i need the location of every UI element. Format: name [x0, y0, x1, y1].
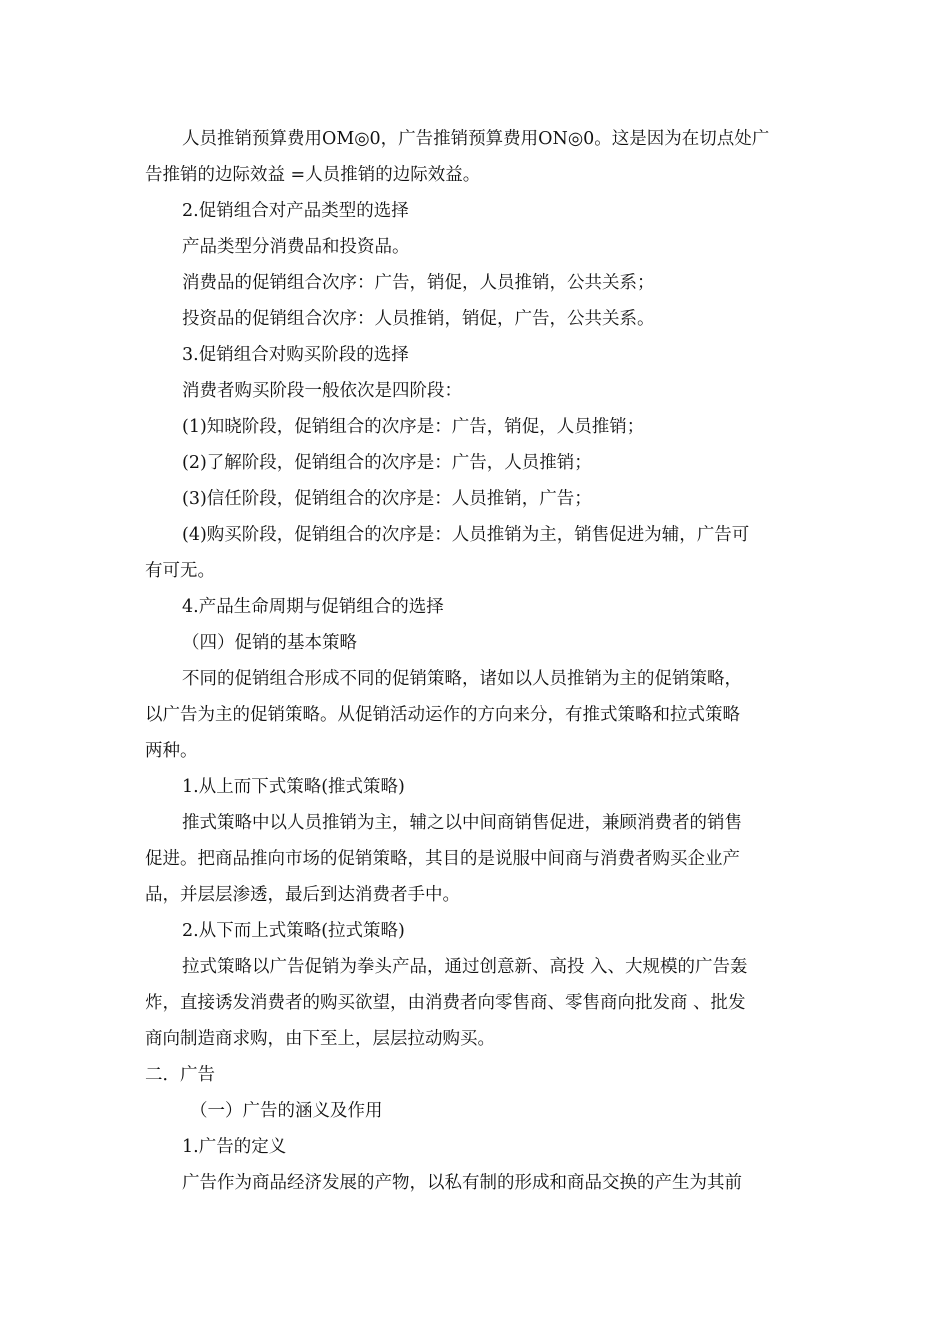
section-heading: 2.促销组合对产品类型的选择 — [182, 201, 409, 221]
paragraph-line: 炸，直接诱发消费者的购买欲望，由消费者向零售商、零售商向批发商 、批发 — [145, 993, 746, 1013]
section-heading: 1.从上而下式策略(推式策略) — [182, 777, 405, 797]
paragraph-line: 消费者购买阶段一般依次是四阶段： — [182, 381, 462, 401]
list-item: (1)知晓阶段，促销组合的次序是：广告，销促，人员推销； — [182, 417, 645, 437]
paragraph-line: 推式策略中以人员推销为主，辅之以中间商销售促进，兼顾消费者的销售 — [182, 813, 742, 833]
paragraph-line: 消费品的促销组合次序：广告，销促，人员推销，公共关系； — [182, 273, 655, 293]
section-heading: 3.促销组合对购买阶段的选择 — [182, 345, 409, 365]
list-item: (2)了解阶段，促销组合的次序是：广告，人员推销； — [182, 453, 592, 473]
paragraph-line: 告推销的边际效益 =人员推销的边际效益。 — [145, 165, 481, 185]
paragraph-line: 两种。 — [145, 741, 198, 761]
paragraph-line: 拉式策略以广告促销为拳头产品，通过创意新、高投 入、大规模的广告轰 — [182, 957, 748, 977]
paragraph-line: 有可无。 — [145, 561, 215, 581]
paragraph-line: 品，并层层渗透，最后到达消费者手中。 — [145, 885, 460, 905]
section-heading: （一）广告的涵义及作用 — [190, 1101, 383, 1121]
paragraph-line: 促进。把商品推向市场的促销策略，其目的是说服中间商与消费者购买企业产 — [145, 849, 740, 869]
paragraph-line: 投资品的促销组合次序：人员推销，销促，广告，公共关系。 — [182, 309, 655, 329]
section-heading: 4.产品生命周期与促销组合的选择 — [182, 597, 444, 617]
paragraph-line: 广告作为商品经济发展的产物，以私有制的形成和商品交换的产生为其前 — [182, 1173, 742, 1193]
paragraph-line: 人员推销预算费用OM◎0，广告推销预算费用ON◎0。这是因为在切点处广 — [182, 129, 770, 149]
paragraph-line: 以广告为主的促销策略。从促销活动运作的方向来分，有推式策略和拉式策略 — [145, 705, 740, 725]
paragraph-line: 不同的促销组合形成不同的促销策略，诸如以人员推销为主的促销策略， — [182, 669, 742, 689]
list-item: (4)购买阶段，促销组合的次序是：人员推销为主，销售促进为辅，广告可 — [182, 525, 750, 545]
paragraph-line: 商向制造商求购，由下至上，层层拉动购买。 — [145, 1029, 495, 1049]
list-item: (3)信任阶段，促销组合的次序是：人员推销，广告； — [182, 489, 592, 509]
paragraph-line: 产品类型分消费品和投资品。 — [182, 237, 410, 257]
section-heading: 1.广告的定义 — [182, 1137, 287, 1157]
chapter-heading: 二．广告 — [145, 1065, 215, 1085]
section-heading: 2.从下而上式策略(拉式策略) — [182, 921, 405, 941]
section-heading: （四）促销的基本策略 — [182, 633, 357, 653]
